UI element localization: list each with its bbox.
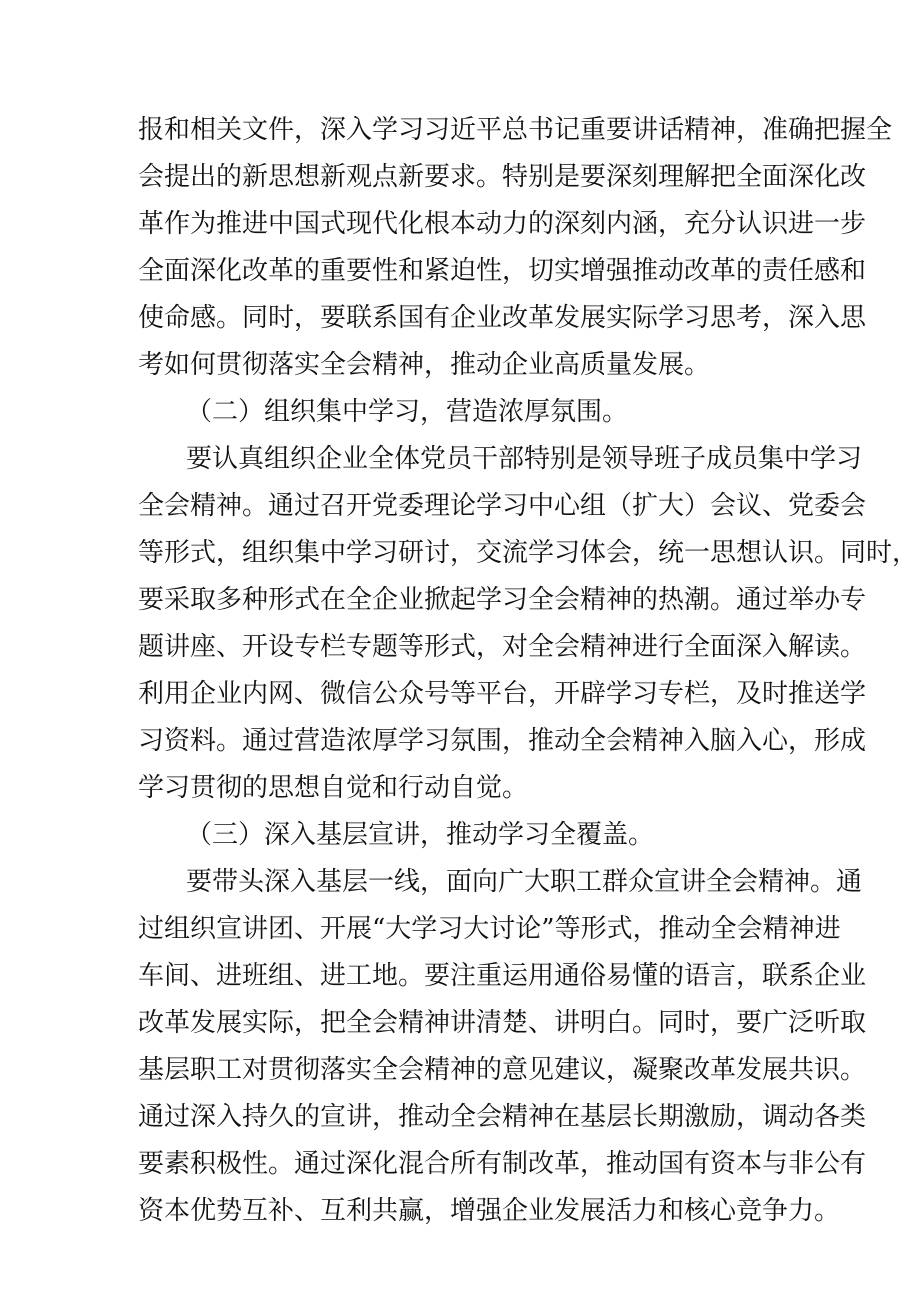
paragraph-line: 基层职工对贯彻落实全会精神的意见建议，凝聚改革发展共识。 bbox=[138, 1055, 867, 1085]
paragraph-line: 会提出的新思想新观点新要求。特别是要深刻理解把全面深化改 bbox=[138, 162, 867, 192]
paragraph-line: 要认真组织企业全体党员干部特别是领导班子成员集中学习 bbox=[186, 444, 863, 474]
paragraph-line: 革作为推进中国式现代化根本动力的深刻内涵，充分认识进一步 bbox=[138, 209, 867, 239]
paragraph-line: 全面深化改革的重要性和紧迫性，切实增强推动改革的责任感和 bbox=[138, 256, 867, 286]
section-heading: （二）组织集中学习，营造浓厚氛围。 bbox=[186, 397, 629, 427]
paragraph-line: 车间、进班组、进工地。要注重运用通俗易懂的语言，联系企业 bbox=[138, 961, 867, 991]
paragraph-line: 考如何贯彻落实全会精神，推动企业高质量发展。 bbox=[138, 350, 711, 380]
paragraph-line: 全会精神。通过召开党委理论学习中心组（扩大）会议、党委会 bbox=[138, 491, 867, 521]
paragraph-line: 报和相关文件，深入学习习近平总书记重要讲话精神，准确把握全 bbox=[138, 115, 893, 145]
paragraph-line: 过组织宣讲团、开展“大学习大讨论”等形式，推动全会精神进 bbox=[138, 914, 841, 944]
paragraph-line: 习资料。通过营造浓厚学习氛围，推动全会精神入脑入心，形成 bbox=[138, 726, 867, 756]
paragraph-line: 要采取多种形式在全企业掀起学习全会精神的热潮。通过举办专 bbox=[138, 585, 867, 615]
paragraph-line: 学习贯彻的思想自觉和行动自觉。 bbox=[138, 773, 529, 803]
paragraph-line: 题讲座、开设专栏专题等形式，对全会精神进行全面深入解读。 bbox=[138, 632, 867, 662]
paragraph-line: 要带头深入基层一线，面向广大职工群众宣讲全会精神。通 bbox=[186, 867, 863, 897]
paragraph-line: 使命感。同时，要联系国有企业改革发展实际学习思考，深入思 bbox=[138, 303, 867, 333]
paragraph-line: 改革发展实际，把全会精神讲清楚、讲明白。同时，要广泛听取 bbox=[138, 1008, 867, 1038]
paragraph-line: 资本优势互补、互利共赢，增强企业发展活力和核心竞争力。 bbox=[138, 1196, 841, 1226]
paragraph-line: 等形式，组织集中学习研讨，交流学习体会，统一思想认识。同时， bbox=[138, 538, 919, 568]
section-heading: （三）深入基层宣讲，推动学习全覆盖。 bbox=[186, 820, 655, 850]
paragraph-line: 通过深入持久的宣讲，推动全会精神在基层长期激励，调动各类 bbox=[138, 1102, 867, 1132]
paragraph-line: 要素积极性。通过深化混合所有制改革，推动国有资本与非公有 bbox=[138, 1149, 867, 1179]
paragraph-line: 利用企业内网、微信公众号等平台，开辟学习专栏，及时推送学 bbox=[138, 679, 867, 709]
